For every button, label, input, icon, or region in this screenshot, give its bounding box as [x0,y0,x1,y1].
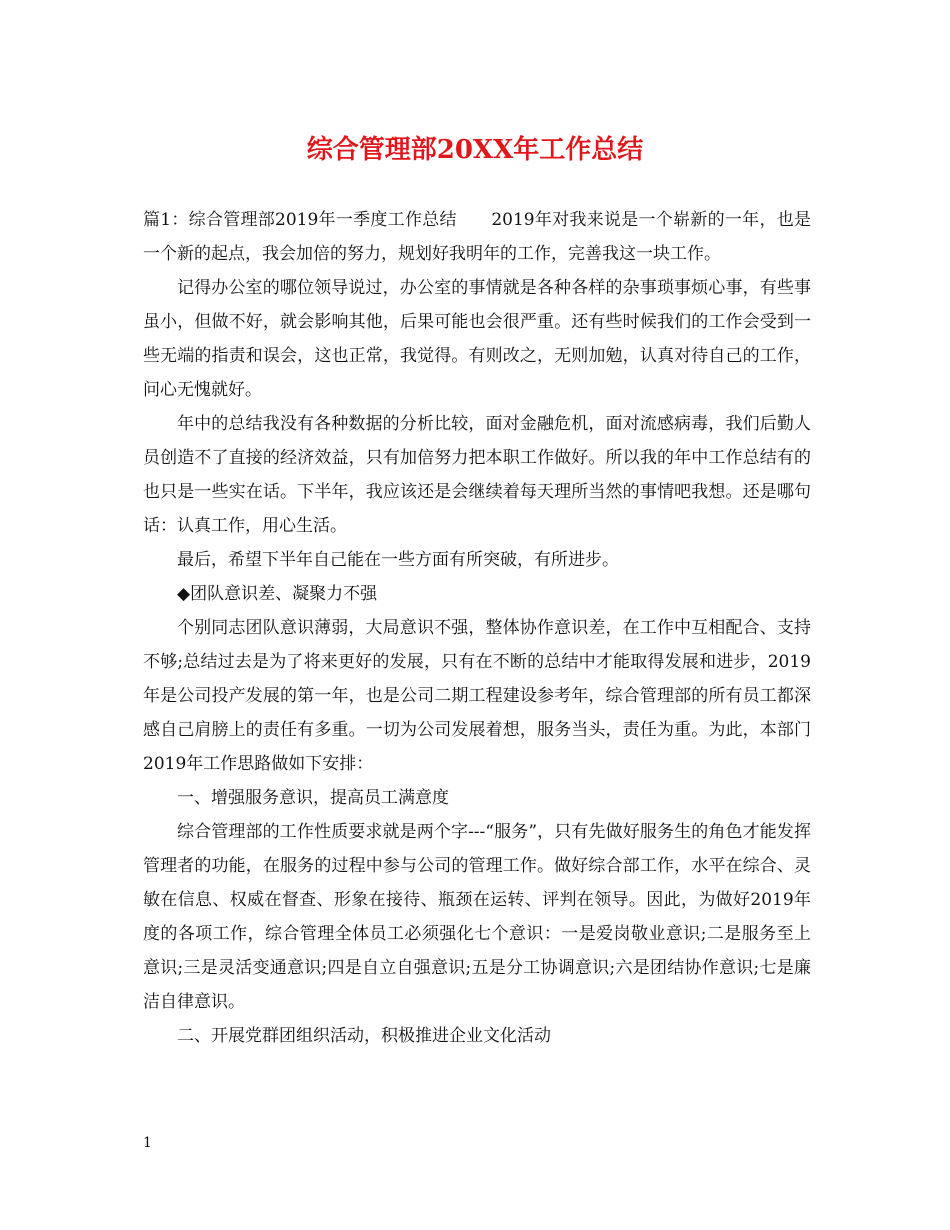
heading-party-activities: 二、开展党群团组织活动，积极推进企业文化活动 [177,1026,551,1046]
paragraph-office-work: 记得办公室的哪位领导说过，办公室的事情就是各种各样的杂事琐事烦心事，有些事虽小，但做不好，就会影响其他，后果可能也会很严重。还有些时候我们的工作会受到一些无端的指责和误会，这也正常，我觉得。有则改之，无则加勉，认真对待自己的工作，问心无愧就好。 [143,278,811,400]
paragraph-hope: 最后，希望下半年自己能在一些方面有所突破，有所进步。 [177,550,619,570]
document-title: 综合管理部20XX年工作总结 [306,135,644,165]
document-body [143,203,811,1053]
heading-service-awareness: 一、增强服务意识，提高员工满意度 [177,788,449,808]
paragraph-service: 综合管理部的工作性质要求就是两个字---“服务”，只有先做好服务生的角色才能发挥管理者的功能，在服务的过程中参与公司的管理工作。做好综合部工作，水平在综合、灵敏在信息、权威在督查、形象在接待、瓶颈在运转、评判在领导。因此，为做好2019年度的各项工作，综合管理全体员工必须强化七个意识：一是爱岗敬业意识;二是服务至上意识;三是灵活变通意识;四是自立自强意识;五是分工协调意识;六是团结协作意识;七是廉洁自律意识。 [143,822,811,1012]
paragraph-intro: 篇1：综合管理部2019年一季度工作总结 2019年对我来说是一个崭新的一年，也是一个新的起点，我会加倍的努力，规划好我明年的工作，完善我这一块工作。 [143,210,811,264]
page-number: 1 [143,1135,152,1151]
paragraph-team-awareness: 个别同志团队意识薄弱，大局意识不强，整体协作意识差，在工作中互相配合、支持不够;总结过去是为了将来更好的发展，只有在不断的总结中才能取得发展和进步，2019年是公司投产发展的第一年，也是公司二期工程建设参考年，综合管理部的所有员工都深感自己肩膀上的责任有多重。一切为公司发展着想，服务当头，责任为重。为此，本部门2019年工作思路做如下安排： [143,618,811,774]
paragraph-mid-year: 年中的总结我没有各种数据的分析比较，面对金融危机，面对流感病毒，我们后勤人员创造不了直接的经济效益，只有加倍努力把本职工作做好。所以我的年中工作总结有的也只是一些实在话。下半年，我应该还是会继续着每天理所当然的事情吧我想。还是哪句话：认真工作，用心生活。 [143,414,811,536]
heading-team-awareness: ◆团队意识差、凝聚力不强 [177,584,378,604]
